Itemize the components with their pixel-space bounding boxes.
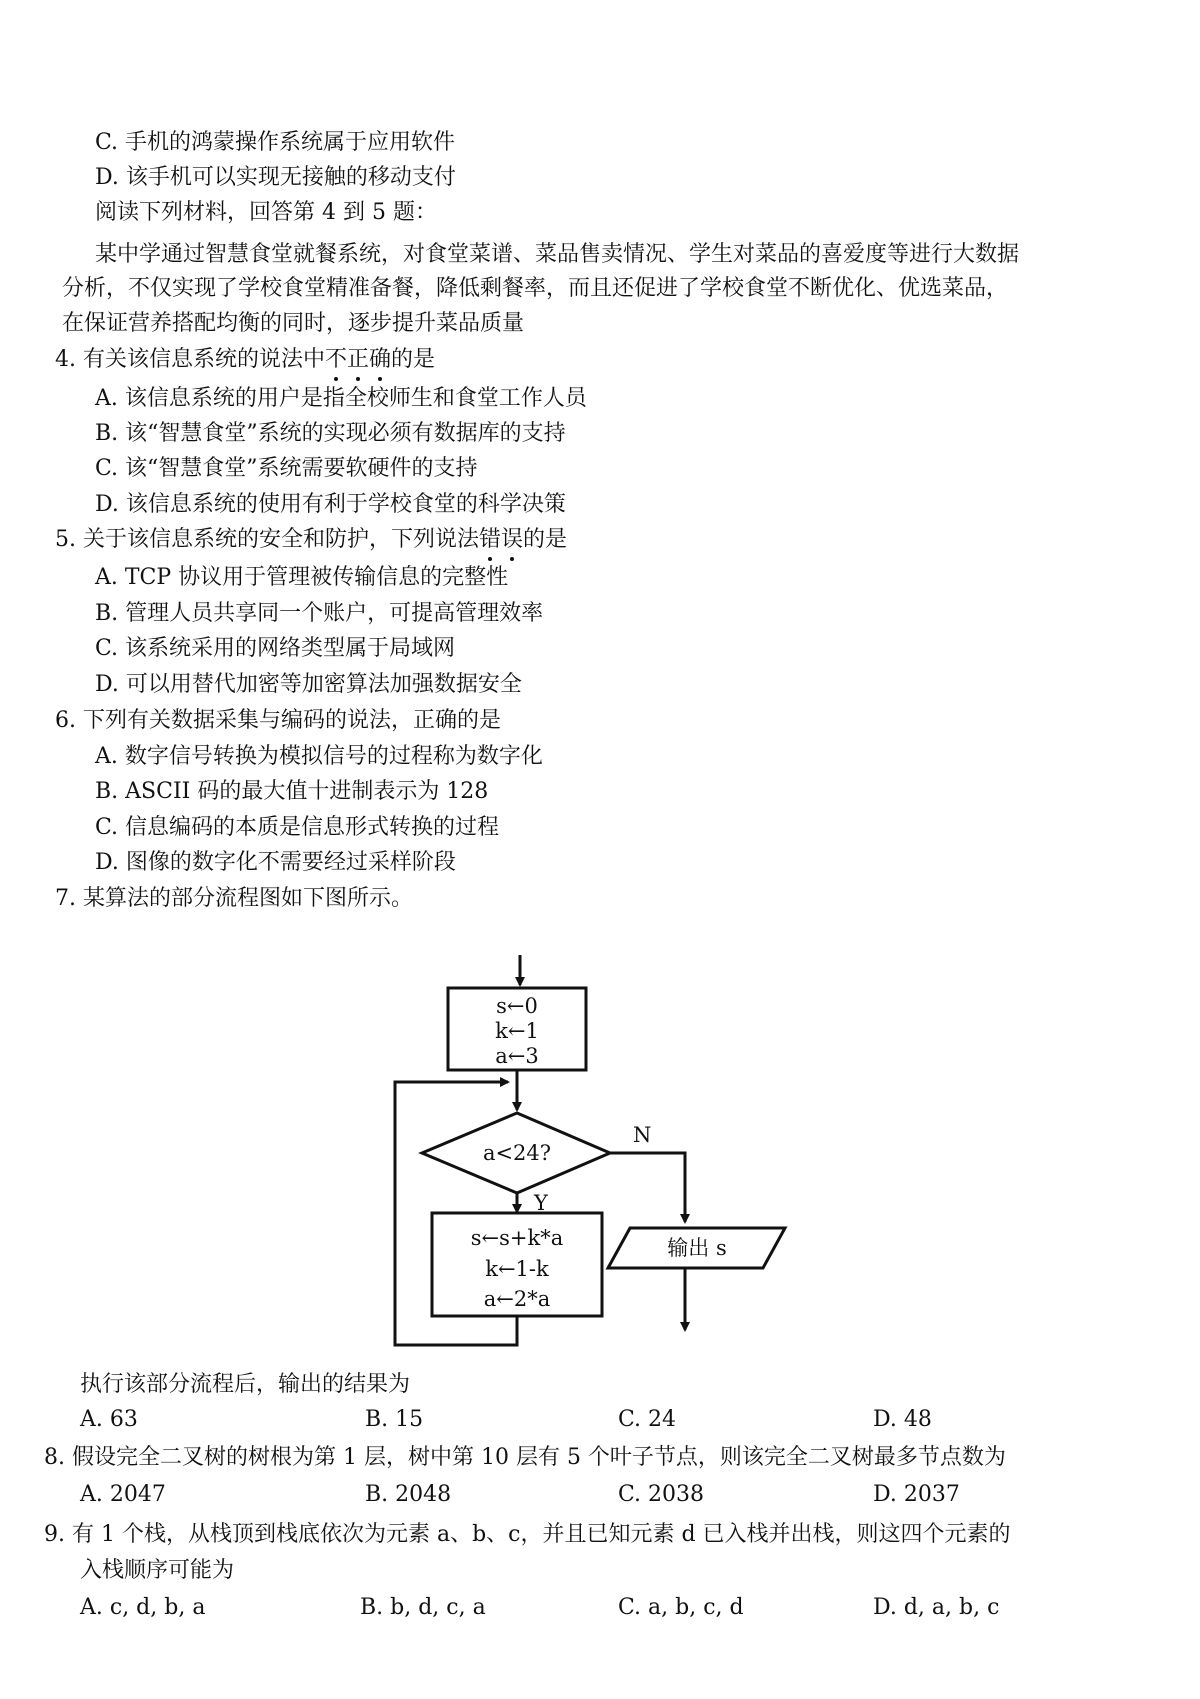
- flow-init-line-2: k←1: [495, 1019, 539, 1043]
- flow-condition: a<24?: [482, 1141, 552, 1165]
- q7-stem: 7. 某算法的部分流程图如下图所示。: [55, 886, 413, 911]
- q7-option-d: D. 48: [873, 1407, 932, 1432]
- flow-body-line-2: k←1-k: [485, 1257, 549, 1281]
- q6-option-d: D. 图像的数字化不需要经过采样阶段: [95, 850, 456, 875]
- flow-body-line-3: a←2*a: [483, 1287, 551, 1311]
- q8-option-d: D. 2037: [873, 1482, 960, 1507]
- q5-option-b: B. 管理人员共享同一个账户，可提高管理效率: [95, 601, 544, 626]
- q4-option-c: C. 该“智慧食堂”系统需要软硬件的支持: [95, 456, 478, 481]
- q8-option-a: A. 2047: [80, 1482, 166, 1507]
- q6-option-c: C. 信息编码的本质是信息形式转换的过程: [95, 815, 500, 840]
- q9-option-a: A. c, d, b, a: [80, 1595, 206, 1620]
- q5-option-d: D. 可以用替代加密等加密算法加强数据安全: [95, 672, 522, 697]
- q9-stem-line-1: 9. 有 1 个栈，从栈顶到栈底依次为元素 a、b、c，并且已知元素 d 已入栈并出栈，则这四个元素的: [44, 1522, 1011, 1547]
- flow-yes-label: Y: [534, 1191, 548, 1215]
- q5-option-c: C. 该系统采用的网络类型属于局域网: [95, 636, 456, 661]
- q4-option-d: D. 该信息系统的使用有利于学校食堂的科学决策: [95, 492, 566, 517]
- q8-stem: 8. 假设完全二叉树的树根为第 1 层，树中第 10 层有 5 个叶子节点，则该完全二叉树最多节点数为: [44, 1445, 1006, 1470]
- flow-no-branch: [610, 1153, 685, 1222]
- q6-option-a: A. 数字信号转换为模拟信号的过程称为数字化: [95, 744, 543, 769]
- q5-option-a: A. TCP 协议用于管理被传输信息的完整性: [95, 565, 509, 590]
- flow-no-label: N: [633, 1123, 652, 1147]
- reading-intro: 阅读下列材料，回答第 4 到 5 题：: [95, 200, 437, 225]
- flow-body-line-1: s←s+k*a: [470, 1226, 564, 1250]
- q4-option-b: B. 该“智慧食堂”系统的实现必须有数据库的支持: [95, 421, 566, 446]
- q8-option-b: B. 2048: [365, 1482, 452, 1507]
- q4-stem: 4. 有关该信息系统的说法中不正确的是: [55, 345, 435, 375]
- q7-option-a: A. 63: [80, 1407, 138, 1432]
- q9-stem-line-2: 入栈顺序可能为: [80, 1558, 235, 1583]
- q8-option-c: C. 2038: [618, 1482, 705, 1507]
- q9-option-d: D. d, a, b, c: [873, 1595, 1000, 1620]
- material-line-1: 某中学通过智慧食堂就餐系统，对食堂菜谱、菜品售卖情况、学生对菜品的喜爱度等进行大数据: [95, 242, 1020, 267]
- q3-option-d: D. 该手机可以实现无接触的移动支付: [95, 165, 456, 190]
- q7-after-text: 执行该部分流程后，输出的结果为: [80, 1372, 411, 1397]
- q9-option-b: B. b, d, c, a: [360, 1595, 486, 1620]
- q5-stem: 5. 关于该信息系统的安全和防护，下列说法错误的是: [55, 525, 567, 555]
- q7-option-c: C. 24: [618, 1407, 677, 1432]
- material-line-2: 分析，不仅实现了学校食堂精准备餐，降低剩餐率，而且还促进了学校食堂不断优化、优选菜品，: [62, 276, 1009, 301]
- q6-stem: 6. 下列有关数据采集与编码的说法，正确的是: [55, 708, 501, 733]
- flow-output-label: 输出 s: [667, 1236, 727, 1260]
- q6-option-b: B. ASCII 码的最大值十进制表示为 128: [95, 779, 489, 804]
- q3-option-c: C. 手机的鸿蒙操作系统属于应用软件: [95, 130, 456, 155]
- flow-init-line-3: a←3: [495, 1044, 539, 1068]
- q9-option-c: C. a, b, c, d: [618, 1595, 744, 1620]
- q7-option-b: B. 15: [365, 1407, 424, 1432]
- material-line-3: 在保证营养搭配均衡的同时，逐步提升菜品质量: [62, 311, 525, 336]
- q4-option-a: A. 该信息系统的用户是指全校师生和食堂工作人员: [95, 386, 587, 411]
- flow-init-line-1: s←0: [496, 994, 538, 1018]
